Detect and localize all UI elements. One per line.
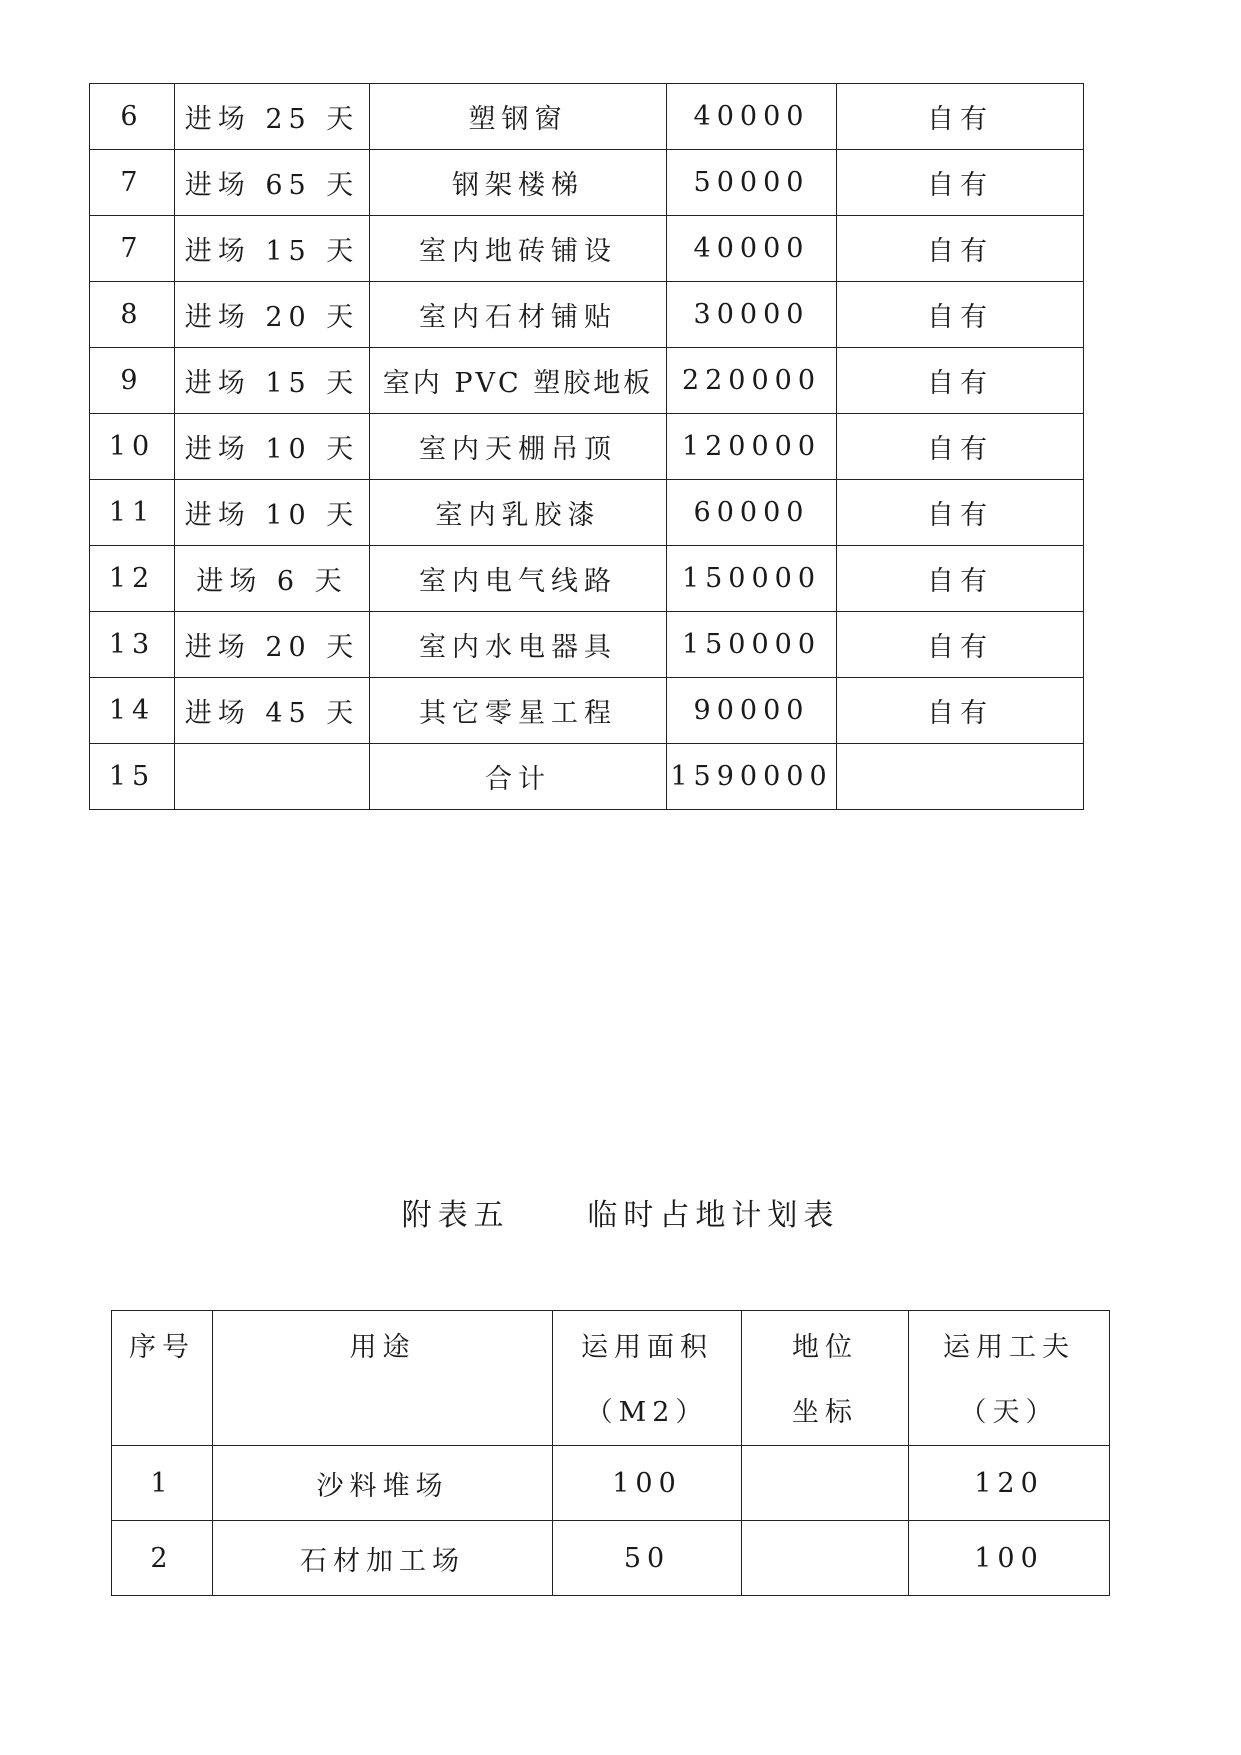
source: 自有 (837, 348, 1084, 414)
header-labor-line1: 运用工夫 (943, 1332, 1075, 1363)
work-item: 塑钢窗 (370, 84, 667, 150)
row-number: 15 (90, 744, 175, 810)
header-location-line2: 坐标 (792, 1397, 858, 1428)
work-item: 室内乳胶漆 (370, 480, 667, 546)
source: 自有 (837, 678, 1084, 744)
work-item: 钢架楼梯 (370, 150, 667, 216)
amount: 150000 (667, 612, 837, 678)
row-number: 14 (90, 678, 175, 744)
source: 自有 (837, 414, 1084, 480)
source (837, 744, 1084, 810)
work-item: 室内 PVC 塑胶地板 (370, 348, 667, 414)
entry-time: 进场 45 天 (175, 678, 370, 744)
location (742, 1521, 909, 1596)
row-number: 2 (112, 1521, 213, 1596)
amount: 50000 (667, 150, 837, 216)
entry-time: 进场 65 天 (175, 150, 370, 216)
table-row (90, 282, 1084, 348)
amount: 120000 (667, 414, 837, 480)
table-row (90, 150, 1084, 216)
row-number: 7 (90, 150, 175, 216)
temporary-land-use-table (111, 1310, 1110, 1596)
equipment-investment-table (89, 83, 1084, 810)
work-item: 室内水电器具 (370, 612, 667, 678)
amount: 30000 (667, 282, 837, 348)
table-row (90, 414, 1084, 480)
header-no-label: 序号 (129, 1332, 195, 1363)
appendix-title: 附表五 临时占地计划表 (401, 1198, 840, 1233)
header-location-line1: 地位 (792, 1332, 858, 1363)
table-row (112, 1446, 1110, 1521)
entry-time: 进场 10 天 (175, 480, 370, 546)
usage: 石材加工场 (213, 1521, 553, 1596)
header-usage (213, 1311, 553, 1446)
total-row (90, 744, 1084, 810)
row-number: 8 (90, 282, 175, 348)
row-number: 9 (90, 348, 175, 414)
row-number: 7 (90, 216, 175, 282)
source: 自有 (837, 546, 1084, 612)
total-amount: 1590000 (667, 744, 837, 810)
header-labor (909, 1311, 1110, 1446)
work-item: 室内天棚吊顶 (370, 414, 667, 480)
table-row (90, 84, 1084, 150)
amount: 220000 (667, 348, 837, 414)
entry-time: 进场 20 天 (175, 612, 370, 678)
work-item: 室内电气线路 (370, 546, 667, 612)
work-item: 室内石材铺贴 (370, 282, 667, 348)
entry-time: 进场 6 天 (175, 546, 370, 612)
table-row (90, 348, 1084, 414)
amount: 90000 (667, 678, 837, 744)
table-row (90, 612, 1084, 678)
header-area-line1: 运用面积 (581, 1332, 713, 1363)
table-row (90, 546, 1084, 612)
total-label: 合计 (370, 744, 667, 810)
entry-time: 进场 25 天 (175, 84, 370, 150)
area: 50 (553, 1521, 742, 1596)
amount: 150000 (667, 546, 837, 612)
entry-time: 进场 15 天 (175, 216, 370, 282)
row-number: 6 (90, 84, 175, 150)
area: 100 (553, 1446, 742, 1521)
source: 自有 (837, 480, 1084, 546)
source: 自有 (837, 216, 1084, 282)
header-area (553, 1311, 742, 1446)
amount: 40000 (667, 84, 837, 150)
location (742, 1446, 909, 1521)
source: 自有 (837, 282, 1084, 348)
row-number: 12 (90, 546, 175, 612)
amount: 40000 (667, 216, 837, 282)
table-row (90, 678, 1084, 744)
source: 自有 (837, 612, 1084, 678)
entry-time: 进场 15 天 (175, 348, 370, 414)
entry-time: 进场 20 天 (175, 282, 370, 348)
header-no (112, 1311, 213, 1446)
table-row (90, 216, 1084, 282)
row-number: 11 (90, 480, 175, 546)
source: 自有 (837, 84, 1084, 150)
row-number: 1 (112, 1446, 213, 1521)
row-number: 10 (90, 414, 175, 480)
amount: 60000 (667, 480, 837, 546)
header-usage-label: 用途 (349, 1332, 416, 1363)
entry-time: 进场 10 天 (175, 414, 370, 480)
usage: 沙料堆场 (213, 1446, 553, 1521)
row-number: 13 (90, 612, 175, 678)
labor-days: 100 (909, 1521, 1110, 1596)
labor-days: 120 (909, 1446, 1110, 1521)
entry-time (175, 744, 370, 810)
table-row (112, 1521, 1110, 1596)
table-row (90, 480, 1084, 546)
source: 自有 (837, 150, 1084, 216)
work-item: 其它零星工程 (370, 678, 667, 744)
header-location (742, 1311, 909, 1446)
work-item: 室内地砖铺设 (370, 216, 667, 282)
header-labor-line2: （天） (959, 1397, 1059, 1428)
header-area-line2: （M2） (585, 1397, 709, 1428)
table-header-row (112, 1311, 1110, 1446)
